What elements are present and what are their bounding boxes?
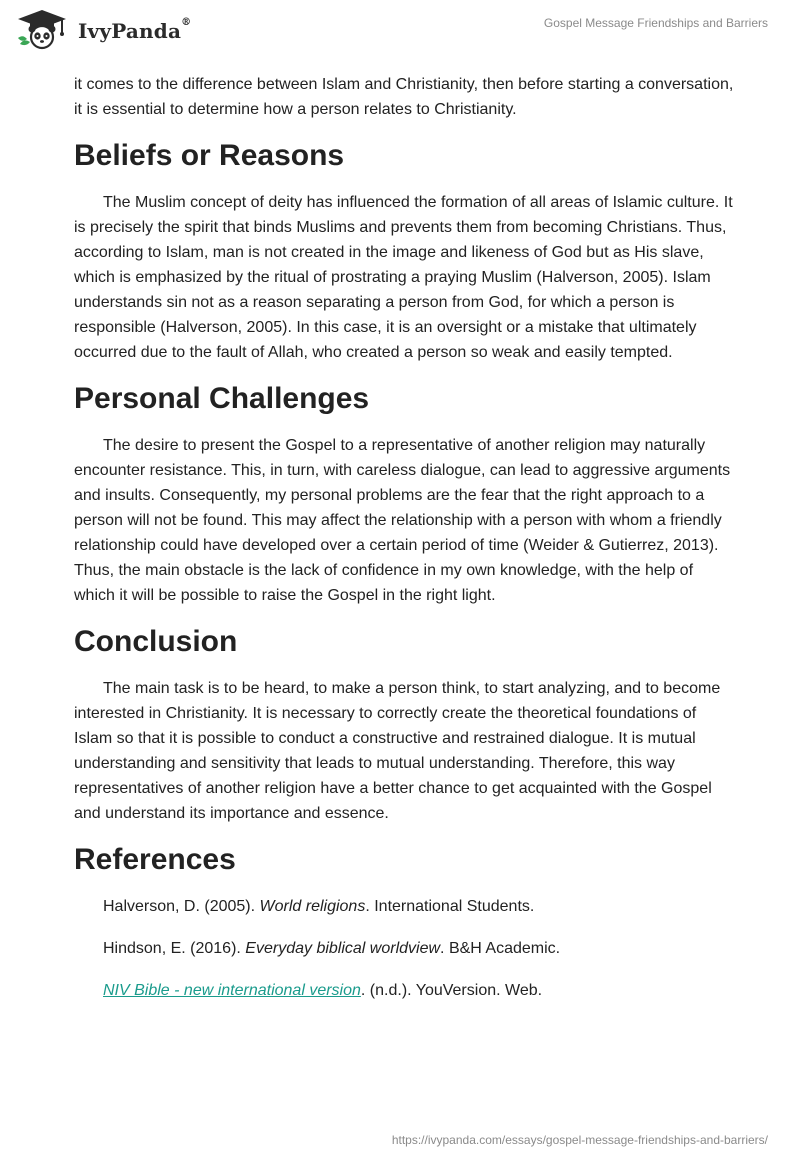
document-title: Gospel Message Friendships and Barriers: [543, 16, 768, 30]
heading-references: References: [74, 843, 236, 876]
heading-conclusion: Conclusion: [74, 625, 238, 658]
paragraph-personal-challenges: The desire to present the Gospel to a representative of another religion may naturally encounter resistance. This, in turn, with careless dialogue, can lead to aggressive arguments and insults. Consequently, my personal problems are the fear that the right approach to a person will not be found. This may affect the relationship with a person with whom a friendly relationship could have developed over a certain period of time (Weider & Gutierrez, 2013). Thus, the main obstacle is the lack of confidence in my own knowledge, with the help of which it will be possible to raise the Gospel in the right light.: [74, 437, 731, 604]
essay-content: [74, 72, 734, 1020]
reference-item: Hindson, E. (2016). Everyday biblical worldview. B&H Academic.: [103, 940, 561, 957]
ivypanda-logo[interactable]: [14, 8, 191, 50]
intro-paragraph: it comes to the difference between Islam and Christianity, then before starting a conversation, it is essential to determine how a person relates to Christianity.: [74, 76, 734, 118]
heading-beliefs-or-reasons: Beliefs or Reasons: [74, 139, 345, 172]
heading-personal-challenges: Personal Challenges: [74, 382, 370, 415]
panda-graduate-icon: [14, 8, 70, 50]
reference-link-niv-bible[interactable]: NIV Bible - new international version: [103, 982, 361, 999]
brand-name: IvyPanda®: [78, 17, 192, 43]
reference-item: NIV Bible - new international version. (n.d.). YouVersion. Web.: [103, 982, 543, 999]
page-header: [0, 0, 800, 60]
reference-item: Halverson, D. (2005). World religions. International Students.: [103, 898, 535, 915]
paragraph-conclusion: The main task is to be heard, to make a person think, to start analyzing, and to become interested in Christianity. It is necessary to correctly create the theoretical foundations of Islam so that it is possible to conduct a constructive and restrained dialogue. It is mutual understanding and sensitivity that leads to mutual understanding. Therefore, this way representatives of another religion have a better chance to get acquainted with the Gospel and understand its importance and essence.: [74, 680, 721, 822]
paragraph-beliefs-or-reasons: The Muslim concept of deity has influenced the formation of all areas of Islamic culture. It is precisely the spirit that binds Muslims and prevents them from becoming Christians. Thus, according to Islam, man is not created in the image and likeness of God but as His slave, which is emphasized by the ritual of prostrating a praying Muslim (Halverson, 2005). Islam understands sin not as a reason separating a person from God, for which a person is responsible (Halverson, 2005). In this case, it is an oversight or a mistake that ultimately occurred due to the fault of Allah, who created a person so weak and easily tempted.: [74, 194, 733, 361]
footer-url[interactable]: https://ivypanda.com/essays/gospel-message-friendships-and-barriers/: [391, 1133, 768, 1147]
